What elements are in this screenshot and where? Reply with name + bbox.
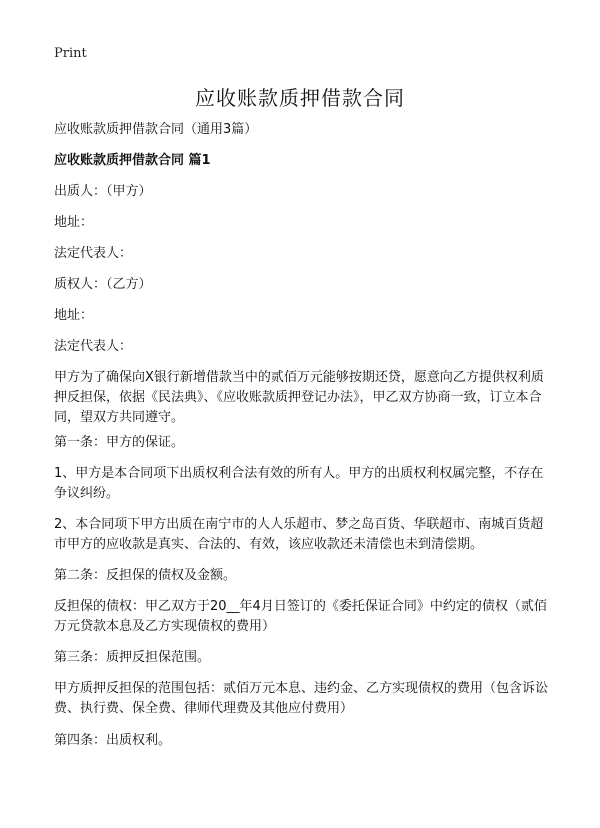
- article-1-item-2: 2、本合同项下甲方出质在南宁市的人人乐超市、梦之岛百货、华联超市、南城百货超市甲方的应收款是真实、合法的、有效，该应收款还未清偿也未到清偿期。: [54, 517, 544, 552]
- article-3-body: 甲方质押反担保的范围包括：贰佰万元本息、违约金、乙方实现债权的费用（包含诉讼费、执行费、保全费、律师代理费及其他应付费用）: [54, 681, 549, 716]
- pledgor-representative-line: 法定代表人：: [54, 246, 133, 261]
- article-2-body: 反担保的债权：甲乙双方于20__年4月日签订的《委托保证合同》中约定的债权（贰佰万元贷款本息及乙方实现债权的费用）: [54, 599, 547, 634]
- pledgee-address-line: 地址：: [54, 308, 94, 323]
- pledgee-representative-line: 法定代表人：: [54, 339, 133, 354]
- document-subtitle: 应收账款质押借款合同（通用3篇）: [54, 122, 258, 137]
- pledgor-line: 出质人：（甲方）: [54, 184, 152, 199]
- article-1-item-1: 1、甲方是本合同项下出质权利合法有效的所有人。甲方的出质权利权属完整，不存在争议纠纷。: [54, 466, 544, 501]
- article-2-heading: 第二条：反担保的债权及金额。: [54, 568, 237, 583]
- article-4-heading: 第四条：出质权利。: [54, 733, 172, 748]
- pledgor-address-line: 地址：: [54, 215, 94, 230]
- print-link[interactable]: Print: [54, 46, 87, 61]
- article-3-heading: 第三条：质押反担保范围。: [54, 650, 211, 665]
- document-title: 应收账款质押借款合同: [195, 86, 405, 110]
- pledgee-line: 质权人：（乙方）: [54, 277, 152, 292]
- section-heading: 应收账款质押借款合同 篇1: [54, 153, 211, 168]
- preamble-paragraph: 甲方为了确保向X银行新增借款当中的贰佰万元能够按期还贷，愿意向乙方提供权利质押反担保，依据《民法典》、《应收账款质押登记办法》，甲乙双方协商一致，订立本合同，望双方共同遵守。: [54, 370, 544, 425]
- article-1-heading: 第一条：甲方的保证。: [54, 435, 185, 450]
